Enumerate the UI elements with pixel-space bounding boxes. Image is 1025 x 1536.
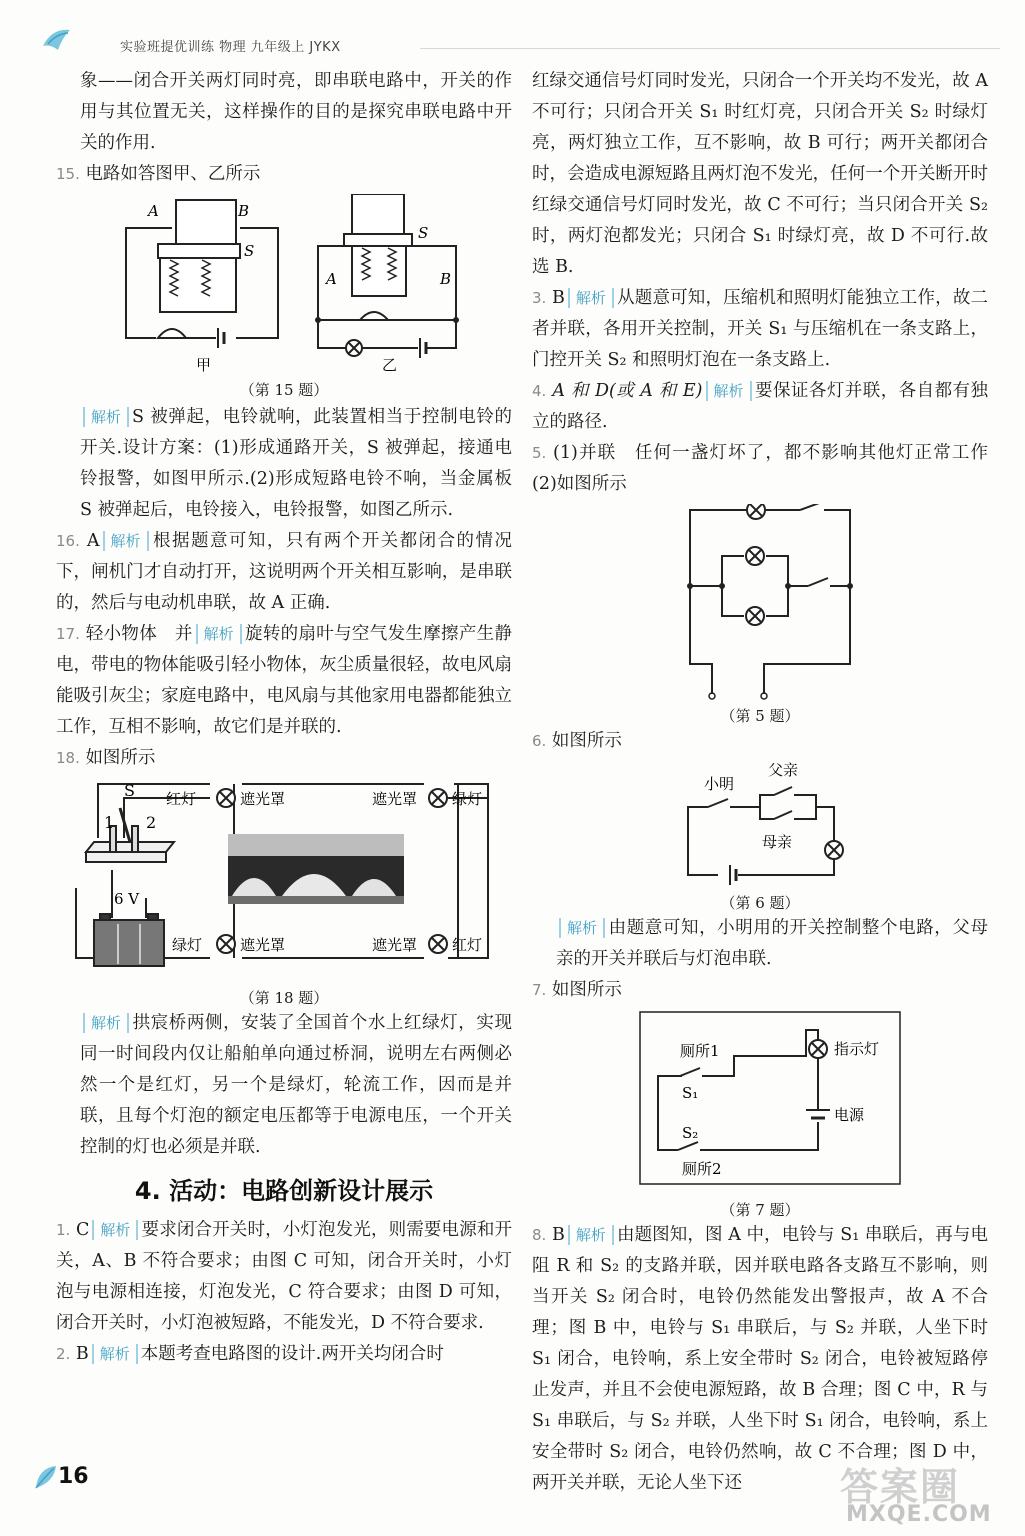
label-shade-bl: 遮光罩 — [240, 936, 286, 954]
label-a: A — [148, 202, 159, 220]
book-logo-icon — [40, 24, 76, 54]
figure-caption: （第 7 题） — [720, 1201, 800, 1219]
circuit-diagram-5 — [532, 504, 988, 700]
answer-letter: A — [86, 531, 100, 551]
analysis-text: 由题图知，图 A 中，电铃与 S₁ 串联后，再与电阻 R 和 S₂ 的支路并联，因并联电路各支路互不影响，则当开关 S₂ 闭合时，电铃仍然能发出警报声，故 A 不合理；图 B 中，电铃与 S₁ 串联后，与 S₂ 并联，人坐下时 S₁ 闭合，电铃响，系上安全带时 S₂ 闭合，电铃被短路停止发声，并且不会使电源短路，故 B 合理；图 C 中，R 与 S₁ 串联后，与 S₂ 并联，人坐下时 S₁ 闭合，电铃响，系上安全带时 S₂ 闭合，电铃仍然响，故 C 不合理；图 D 中，两开关并联，无论人坐下还 — [532, 1225, 988, 1493]
answer-letter: B — [551, 1225, 565, 1245]
circuit-jia — [126, 200, 278, 348]
answer-letter: C — [76, 1220, 90, 1240]
analysis-tag: 解析 — [196, 624, 242, 644]
label-green-bottom: 绿灯 — [172, 936, 203, 954]
q2-continuation: 红绿交通信号灯同时发光，只闭合一个开关均不发光，故 A 不可行；只闭合开关 S₁ 时红灯亮，只闭合开关 S₂ 时绿灯亮，两灯独立工作，互不影响，故 B 可行；两开关都闭合时，会造成电源短路且两灯泡不发光，任何一个开关断开时红绿交通信号灯同时发光，故 C 不可行；当只闭合开关 S₂ 时，两灯泡都发光；只闭合 S₁ 时绿灯亮，故 D 不可行.故选 B. — [532, 71, 988, 277]
analysis-text: 由题意可知，小明用的开关控制整个电路，父母亲的开关并联后与灯泡串联. — [556, 918, 988, 969]
label-toilet1: 厕所1 — [680, 1042, 720, 1060]
analysis-text: S 被弹起，电铃就响，此装置相当于控制电铃的开关.设计方案：(1)形成通路开关，S 被弹起，接通电铃报警，如图甲所示.(2)形成短路电铃不响，当金属板 S 被弹起后，电铃接入，电铃报警，如图乙所示. — [80, 407, 512, 520]
analysis-tag: 解析 — [83, 407, 129, 427]
label-1: 1 — [104, 813, 115, 832]
answer-letter: B — [75, 1344, 89, 1364]
label-b: B — [238, 202, 250, 220]
answer-text: 电路如答图甲、乙所示 — [85, 164, 261, 184]
question-number: 16. — [56, 532, 80, 550]
question-17 — [56, 619, 512, 743]
figure-6 — [532, 761, 988, 911]
answer-text: 如图所示 — [551, 731, 622, 751]
switch-s — [86, 808, 174, 862]
question-number: 5. — [532, 444, 547, 462]
activity-question-5 — [532, 438, 1006, 500]
analysis-tag: 解析 — [92, 1220, 138, 1240]
header-rule — [420, 48, 1000, 49]
right-column — [532, 66, 1006, 1499]
question-number: 4. — [532, 382, 547, 400]
analysis-text: 旋转的扇叶与空气发生摩擦产生静电，带电的物体能吸引轻小物体，灰尘质量很轻，故电风扇能吸引灰尘；家庭电路中，电风扇与其他家用电器都能独立工作，互相不影响，故它们是并联的. — [56, 624, 512, 737]
circuit-diagram-18 — [56, 778, 512, 982]
lamp-red-bottom — [429, 935, 447, 953]
analysis-tag: 解析 — [568, 1225, 614, 1245]
q15-analysis — [56, 402, 512, 526]
leaf-icon — [34, 1462, 58, 1492]
label-jia: 甲 — [196, 356, 212, 374]
left-column — [56, 66, 512, 1370]
answer-text: (1)并联 任何一盏灯坏了，都不影响其他灯正常工作 (2)如图所示 — [532, 443, 1006, 494]
label-6v: 6 V — [114, 890, 140, 908]
label-red-top: 红灯 — [166, 790, 197, 808]
analysis-text: 根据题意可知，只有两个开关都闭合的情况下，闸机门才自动打开，这说明两个开关相互影响，是串联的，然后与电动机串联，故 A 正确. — [56, 531, 512, 613]
indicator-lamp — [809, 1040, 827, 1058]
watermark — [830, 1456, 1010, 1532]
figure-frame — [640, 1012, 900, 1184]
answer-text: 轻小物体 并 — [85, 624, 193, 644]
question-18 — [56, 743, 512, 774]
question-number: 7. — [532, 981, 547, 999]
label-mother: 母亲 — [762, 833, 793, 851]
watermark-url: MXQE.COM — [846, 1502, 992, 1527]
page-header — [40, 22, 1000, 62]
activity-question-2 — [56, 1339, 512, 1370]
label-yi: 乙 — [382, 356, 398, 374]
figure-caption: （第 5 题） — [720, 707, 800, 725]
label-red-bottom: 红灯 — [452, 936, 483, 954]
question-number: 6. — [532, 732, 547, 750]
question-number: 3. — [532, 289, 547, 307]
battery-6v — [94, 914, 164, 966]
page-number — [34, 1462, 90, 1496]
question-number: 15. — [56, 165, 80, 183]
lamp-green-bottom — [217, 935, 235, 953]
lamp-middle — [746, 547, 764, 565]
label-shade-tr: 遮光罩 — [372, 790, 418, 808]
label-xiaoming: 小明 — [704, 775, 735, 793]
q14-continuation: 象——闭合开关两灯同时亮，即串联电路中，开关的作用与其位置无关，这样操作的目的是探究串联电路中开关的作用. — [80, 71, 512, 153]
lamp-top — [747, 504, 765, 519]
activity-question-7 — [532, 975, 988, 1006]
label-shade-br: 遮光罩 — [372, 936, 418, 954]
label-s1: S₁ — [682, 1084, 699, 1102]
answer-letter: B — [552, 288, 565, 308]
label-s2: S₂ — [682, 1124, 699, 1142]
q18-analysis — [56, 1008, 512, 1163]
question-number: 8. — [532, 1226, 547, 1244]
watermark-title: 答案圈 — [840, 1465, 961, 1509]
analysis-text: 要求闭合开关时，小灯泡发光，则需要电源和开关，A、B 不符合要求；由图 C 可知，闭合开关时，小灯泡与电源相连接，灯泡发光，C 符合要求；由图 D 可知，闭合开关时，小灯泡被短路，不能发光，D 不符合要求. — [56, 1220, 512, 1333]
figure-7 — [532, 1010, 988, 1218]
analysis-tag: 解析 — [706, 381, 752, 401]
q6-analysis — [532, 913, 988, 975]
label-s-yi: S — [418, 224, 429, 242]
analysis-text: 本题考查电路图的设计.两开关均闭合时 — [140, 1344, 444, 1364]
analysis-tag: 解析 — [559, 918, 605, 938]
analysis-tag: 解析 — [103, 531, 149, 551]
analysis-tag: 解析 — [568, 288, 614, 308]
circuit-diagram-7 — [532, 1010, 988, 1194]
circuit-yi — [318, 194, 456, 358]
figure-caption: （第 15 题） — [239, 381, 329, 399]
lamp-green-top — [429, 789, 447, 807]
figure-caption: （第 18 题） — [239, 989, 329, 1007]
question-number: 1. — [56, 1221, 71, 1239]
lamp-red-top — [217, 789, 235, 807]
answer-text: 如图所示 — [551, 980, 622, 1000]
analysis-text: 要保证各灯并联，各自都有独立的路径. — [532, 381, 988, 432]
activity-question-6 — [532, 726, 988, 757]
activity-question-3 — [532, 283, 988, 376]
circuit-diagram-6 — [532, 761, 988, 887]
figure-5 — [532, 504, 988, 724]
analysis-text: 从题意可知，压缩机和照明灯能独立工作，故二者并联，各用开关控制，开关 S₁ 与压缩机在一条支路上，门控开关 S₂ 和照明灯泡在一条支路上. — [532, 288, 988, 370]
label-s: S — [124, 781, 135, 800]
label-power: 电源 — [834, 1106, 865, 1124]
question-16 — [56, 526, 512, 619]
label-indicator: 指示灯 — [834, 1040, 880, 1058]
label-green-top: 绿灯 — [452, 790, 483, 808]
label-shade-tl: 遮光罩 — [240, 790, 286, 808]
analysis-tag: 解析 — [92, 1344, 138, 1364]
label-a-yi: A — [326, 270, 337, 288]
lamp-bottom — [746, 607, 764, 625]
bridge-photo — [228, 834, 404, 904]
answer-text: A 和 D(或 A 和 E) — [552, 381, 703, 401]
question-number: 2. — [56, 1345, 71, 1363]
figure-15 — [56, 194, 512, 400]
label-2: 2 — [146, 813, 157, 832]
question-15 — [56, 159, 512, 190]
label-toilet2: 厕所2 — [682, 1160, 722, 1178]
series-title: 实验班提优训练 物理 九年级上 JYKX — [120, 40, 341, 55]
analysis-tag: 解析 — [83, 1013, 129, 1033]
label-s: S — [244, 242, 255, 260]
question-number: 18. — [56, 749, 80, 767]
activity-question-1 — [56, 1215, 512, 1339]
figure-18 — [56, 778, 512, 1006]
analysis-text: 拱宸桥两侧，安装了全国首个水上红绿灯，实现同一时间段内仅让船舶单向通过桥洞，说明左右两侧必然一个是红灯，另一个是绿灯，轮流工作，因而是并联，且每个灯泡的额定电压都等于电源电压，一个开关控制的灯也必须是并联. — [80, 1013, 512, 1157]
page-number-text: 16 — [58, 1464, 89, 1489]
lamp — [825, 841, 843, 859]
answer-text: 如图所示 — [85, 748, 156, 768]
label-b-yi: B — [440, 270, 452, 288]
circuit-diagram-15 — [56, 194, 512, 374]
question-number: 17. — [56, 625, 80, 643]
figure-caption: （第 6 题） — [720, 894, 800, 912]
activity-question-4 — [532, 376, 988, 438]
section-title: 4. 活动：电路创新设计展示 — [134, 1177, 434, 1205]
label-father: 父亲 — [768, 761, 799, 779]
